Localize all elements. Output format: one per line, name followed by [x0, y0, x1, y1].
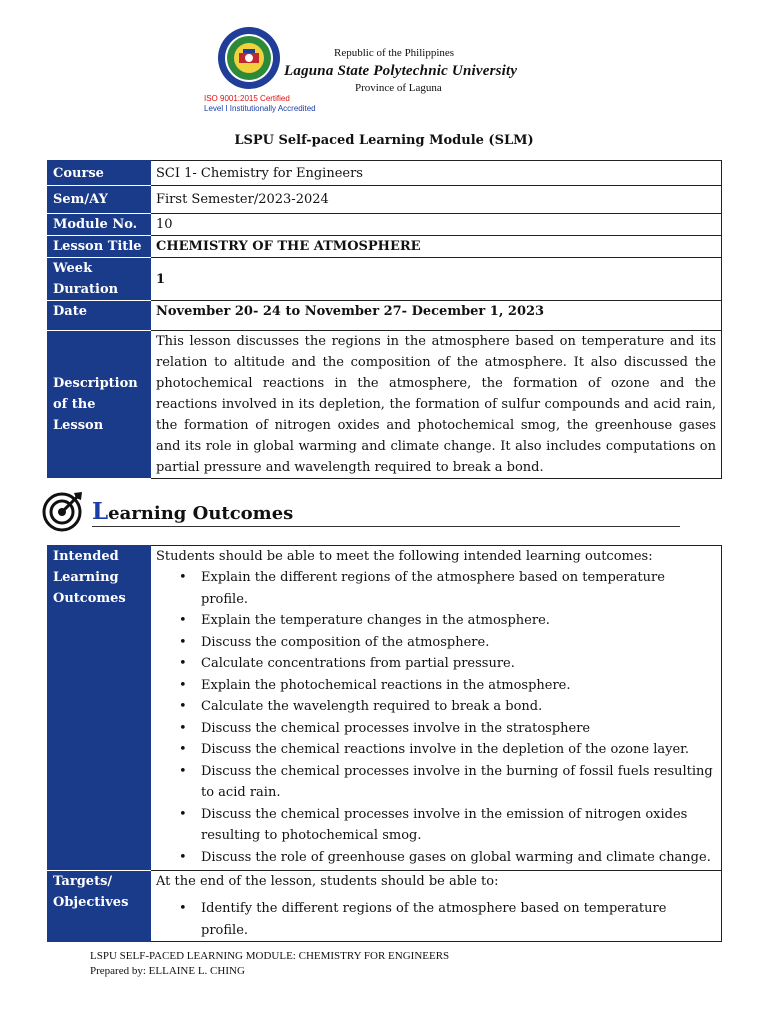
title-initial: L [92, 498, 109, 525]
module-no-label: Module No. [48, 214, 151, 236]
week-duration-label: Week Duration [48, 258, 151, 301]
table-row [48, 258, 722, 301]
document-header [0, 0, 768, 130]
list-item: • Discuss the chemical reactions involve in the depletion of the ozone layer. [201, 739, 716, 761]
republic-text: Republic of the Philippines [334, 47, 455, 59]
footer-prepared-line [90, 964, 449, 979]
module-info-table [47, 160, 722, 479]
week-duration-value: 1 [151, 258, 722, 301]
module-title: LSPU Self-paced Learning Module (SLM) [234, 133, 534, 148]
university-name: Laguna State Polytechnic University [284, 63, 518, 79]
target-arrow-icon [42, 490, 84, 532]
module-no-value: 10 [151, 214, 722, 236]
list-item: • Discuss the composition of the atmosphere. [201, 632, 716, 654]
table-row [48, 331, 722, 479]
table-row [48, 546, 722, 871]
list-item: • Discuss the role of greenhouse gases on global warming and climate change. [201, 847, 716, 869]
title-rest: earning Outcomes [108, 503, 294, 524]
targets-intro: At the end of the lesson, students should be able to: [156, 874, 499, 889]
prepared-by-label: Prepared by: [90, 965, 146, 977]
date-value: November 20- 24 to November 27- December 1, 2023 [151, 301, 722, 331]
page-footer [90, 949, 449, 979]
course-value: SCI 1- Chemistry for Engineers [151, 161, 722, 186]
list-item: • Discuss the chemical processes involve in the emission of nitrogen oxides resulting to photochemical smog. [201, 804, 716, 847]
table-row [48, 301, 722, 331]
date-label: Date [48, 301, 151, 331]
description-label: Description of the Lesson [48, 331, 151, 479]
list-item: • Discuss the chemical processes involve in the burning of fossil fuels resulting to acid rain. [201, 761, 716, 804]
table-row [48, 161, 722, 186]
table-row [48, 236, 722, 258]
list-item: • Explain the different regions of the atmosphere based on temperature profile. [201, 567, 716, 610]
learning-outcomes-heading [42, 490, 682, 530]
ilo-list [156, 567, 716, 868]
lesson-title-value: CHEMISTRY OF THE ATMOSPHERE [151, 236, 722, 258]
table-row [48, 214, 722, 236]
lesson-title-label: Lesson Title [48, 236, 151, 258]
list-item: • Identify the different regions of the atmosphere based on temperature profile. [201, 898, 716, 941]
description-value: This lesson discusses the regions in the atmosphere based on temperature and its relation to altitude and the composition of the atmosphere. It also discussed the photochemical reactions in the atmosphere, the formation of ozone and the reactions involved in its depletion, the formation of sulfur compounds and acid rain, the formation of nitrogen oxides and photochemical smog, the greenhouse gases and its role in global warming and climate change. It also includes computations on partial pressure and wavelength required to break a bond. [151, 331, 722, 479]
list-item: • Explain the temperature changes in the atmosphere. [201, 610, 716, 632]
targets-cell [151, 871, 722, 942]
course-label: Course [48, 161, 151, 186]
prepared-by-name: ELLAINE L. CHING [148, 965, 245, 977]
list-item: • Calculate the wavelength required to break a bond. [201, 696, 716, 718]
footer-module-line: LSPU SELF-PACED LEARNING MODULE: CHEMISTRY FOR ENGINEERS [90, 950, 450, 962]
heading-rule [92, 526, 680, 527]
list-item: • Explain the photochemical reactions in the atmosphere. [201, 675, 716, 697]
learning-outcomes-title [92, 498, 293, 525]
semay-label: Sem/AY [48, 186, 151, 214]
iso-certification: ISO 9001:2015 Certified [204, 94, 290, 103]
table-row [48, 871, 722, 942]
learning-outcomes-table [47, 545, 722, 942]
ilo-cell [151, 546, 722, 871]
list-item: • Discuss the chemical processes involve in the stratosphere [201, 718, 716, 740]
province-text: Province of Laguna [355, 82, 442, 94]
ilo-intro: Students should be able to meet the following intended learning outcomes: [156, 549, 653, 564]
targets-list [156, 898, 716, 941]
table-row [48, 186, 722, 214]
university-seal-icon [217, 26, 281, 90]
list-item: • Calculate concentrations from partial pressure. [201, 653, 716, 675]
targets-label: Targets/ Objectives [48, 871, 151, 942]
semay-value: First Semester/2023-2024 [151, 186, 722, 214]
accreditation-text: Level I Institutionally Accredited [204, 104, 316, 113]
ilo-label: Intended Learning Outcomes [48, 546, 151, 871]
